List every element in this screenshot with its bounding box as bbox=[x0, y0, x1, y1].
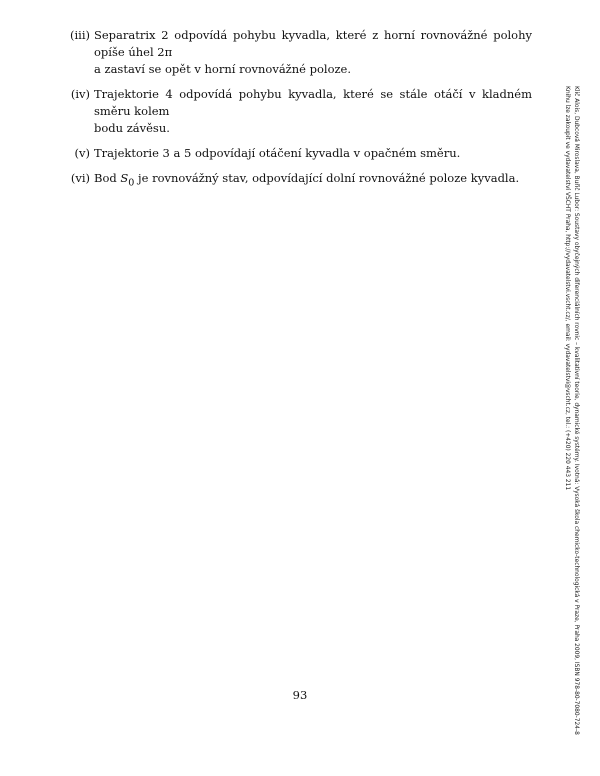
document-body bbox=[62, 27, 532, 199]
item-label: (iii) bbox=[69, 28, 90, 42]
item-text bbox=[94, 170, 532, 191]
citation-sidebar bbox=[550, 86, 590, 766]
item-label: (vi) bbox=[70, 171, 90, 185]
state-symbol-subscript: 0 bbox=[128, 177, 135, 189]
item-label: (iv) bbox=[70, 87, 90, 101]
item-text-line: Separatrix 2 odpovídá pohybu kyvadla, které z horní rovnovážné polohy opíše úhel 2π bbox=[94, 28, 532, 59]
item-text-pre: Bod bbox=[94, 171, 121, 185]
item-text-post: je rovnovážný stav, odpovídající dolní rovnovážné poloze kyvadla. bbox=[134, 171, 520, 185]
list-item-iii bbox=[62, 27, 532, 78]
item-text: Trajektorie 3 a 5 odpovídají otáčení kyvadla v opačném směru. bbox=[94, 146, 461, 160]
item-text-line: bodu závěsu. bbox=[94, 121, 170, 135]
citation-line: Klič Alois, Dubcová Miroslava, Buřič Lubor: Soustavy obyčejných diferenciálních rovnic – kvalitativní teorie, dynamické systémy. Ivotná: Vysoká škola chemicko-technologická v Praze, Praha 2009, ISBN 978-80-7080-724-8 bbox=[573, 86, 579, 735]
item-text bbox=[94, 27, 532, 78]
item-text-line: a zastaví se opět v horní rovnovážné poloze. bbox=[94, 62, 352, 76]
list-item-iv bbox=[62, 86, 532, 137]
citation-line: Knihu lze zakoupit ve vydavatelství VŠCHT Praha, http://vydavatelstvi.vscht.cz/, email: vydavatelstvi@vscht.cz, tel.: (+420) 220 443 211 bbox=[564, 86, 570, 491]
list-item-v bbox=[62, 145, 532, 162]
list-item-vi bbox=[62, 170, 532, 191]
item-label: (v) bbox=[74, 146, 90, 160]
page-number: 93 bbox=[292, 688, 308, 702]
citation-text bbox=[562, 86, 580, 766]
item-text bbox=[94, 86, 532, 137]
item-text-line: Trajektorie 4 odpovídá pohybu kyvadla, které se stále otáčí v kladném směru kolem bbox=[94, 87, 532, 118]
state-symbol: S bbox=[120, 171, 129, 185]
